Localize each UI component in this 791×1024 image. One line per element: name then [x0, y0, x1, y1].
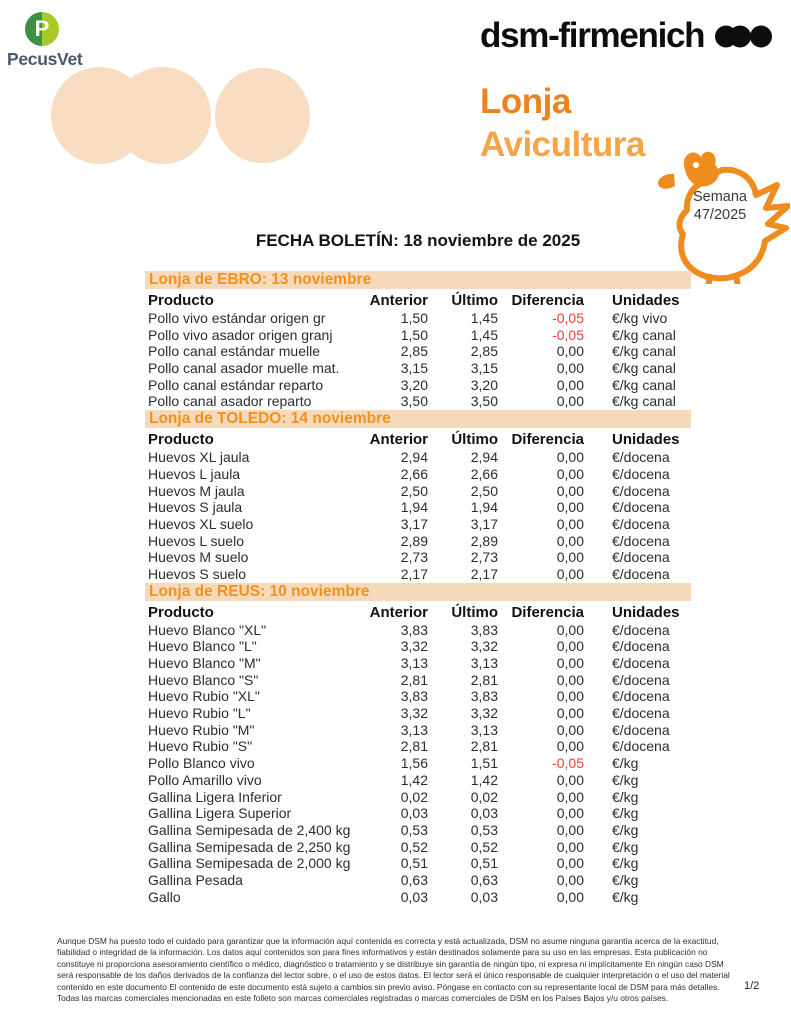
cell-anterior: 1,42 — [400, 771, 428, 788]
column-header-row — [145, 292, 691, 310]
peach-circle-decoration — [215, 68, 310, 163]
cell-unidades: €/docena — [612, 705, 670, 722]
cell-producto: Huevo Blanco "XL" — [148, 621, 267, 638]
lonja-section — [145, 583, 691, 906]
cell-ultimo: 2,66 — [470, 465, 498, 482]
lonja-section — [145, 410, 691, 583]
cell-producto: Huevo Blanco "M" — [148, 655, 261, 671]
cell-producto: Huevos L suelo — [148, 532, 244, 549]
lonja-section — [145, 271, 691, 410]
table-row — [145, 327, 691, 344]
table-row — [145, 360, 691, 377]
cell-ultimo: 2,94 — [470, 449, 498, 466]
cell-diferencia: 0,00 — [556, 565, 584, 582]
week-value: 47/2025 — [693, 207, 747, 223]
column-header-producto: Producto — [148, 292, 214, 309]
cell-diferencia: 0,00 — [556, 838, 584, 855]
cell-diferencia: 0,00 — [556, 638, 584, 655]
cell-unidades: €/kg — [612, 788, 639, 805]
cell-unidades: €/docena — [612, 638, 670, 655]
cell-anterior: 2,50 — [400, 482, 428, 499]
cell-anterior: 2,89 — [400, 532, 428, 549]
cell-diferencia: 0,00 — [556, 871, 584, 888]
cell-diferencia: 0,00 — [556, 888, 584, 905]
cell-anterior: 3,83 — [400, 688, 428, 705]
cell-ultimo: 0,03 — [470, 888, 498, 905]
cell-ultimo: 3,15 — [470, 360, 498, 377]
cell-anterior: 0,02 — [400, 788, 428, 805]
column-header-ultimo: Último — [451, 292, 498, 309]
column-header-diferencia: Diferencia — [511, 603, 584, 621]
cell-ultimo: 2,89 — [470, 532, 498, 549]
cell-producto: Huevo Blanco "S" — [148, 671, 259, 688]
column-header-unidades: Unidades — [612, 431, 680, 449]
cell-ultimo: 2,85 — [470, 343, 498, 360]
cell-anterior: 1,56 — [400, 755, 428, 772]
cell-diferencia: 0,00 — [556, 771, 584, 788]
cell-diferencia: 0,00 — [556, 738, 584, 755]
cell-ultimo: 0,51 — [470, 855, 498, 872]
cell-producto: Huevos XL suelo — [148, 515, 254, 532]
table-row — [145, 533, 691, 550]
cell-unidades: €/docena — [612, 688, 670, 705]
peach-circle-decoration — [114, 67, 211, 164]
cell-unidades: €/kg canal — [612, 393, 676, 410]
section-title-bar: Lonja de REUS: 10 noviembre — [145, 583, 691, 601]
cell-ultimo: 2,73 — [470, 549, 498, 566]
column-header-row — [145, 431, 691, 449]
cell-anterior: 2,85 — [400, 343, 428, 360]
page-number: 1/2 — [744, 980, 760, 992]
cell-diferencia: 0,00 — [556, 688, 584, 705]
cell-ultimo: 0,02 — [470, 788, 498, 805]
table-row — [145, 822, 691, 839]
cell-diferencia: 0,00 — [556, 465, 584, 482]
cell-anterior: 3,50 — [400, 393, 428, 410]
cell-anterior: 3,13 — [400, 655, 428, 671]
cell-diferencia: 0,00 — [556, 532, 584, 549]
cell-ultimo: 1,45 — [470, 310, 498, 326]
column-header-ultimo: Último — [451, 603, 498, 621]
table-row — [145, 672, 691, 689]
table-row — [145, 705, 691, 722]
table-row — [145, 638, 691, 655]
cell-producto: Pollo Blanco vivo — [148, 755, 255, 772]
cell-producto: Gallina Semipesada de 2,400 kg — [148, 821, 351, 838]
table-row — [145, 499, 691, 516]
pecusvet-wordmark: PecusVet — [7, 49, 83, 69]
cell-ultimo: 0,52 — [470, 838, 498, 855]
cell-unidades: €/kg — [612, 755, 639, 772]
cell-anterior: 2,73 — [400, 549, 428, 566]
cell-unidades: €/docena — [612, 549, 670, 566]
cell-producto: Gallina Ligera Superior — [148, 805, 292, 822]
cell-anterior: 0,03 — [400, 805, 428, 822]
table-row — [145, 377, 691, 394]
column-header-diferencia: Diferencia — [511, 292, 584, 309]
table-row — [145, 655, 691, 672]
cell-anterior: 2,81 — [400, 738, 428, 755]
cell-anterior: 2,94 — [400, 449, 428, 466]
table-row — [145, 393, 691, 410]
cell-anterior: 2,81 — [400, 671, 428, 688]
cell-producto: Huevo Rubio "M" — [148, 721, 255, 738]
cell-ultimo: 3,13 — [470, 721, 498, 738]
cell-unidades: €/kg — [612, 838, 639, 855]
cell-producto: Pollo Amarillo vivo — [148, 771, 262, 788]
cell-producto: Gallina Pesada — [148, 871, 243, 888]
cell-anterior: 3,32 — [400, 638, 428, 655]
cell-unidades: €/kg canal — [612, 376, 676, 393]
table-row — [145, 310, 691, 327]
table-row — [145, 738, 691, 755]
cell-unidades: €/kg — [612, 771, 639, 788]
cell-unidades: €/docena — [612, 515, 670, 532]
cell-producto: Gallina Semipesada de 2,250 kg — [148, 838, 351, 855]
cell-ultimo: 0,53 — [470, 821, 498, 838]
cell-producto: Gallina Ligera Inferior — [148, 788, 282, 805]
table-row — [145, 872, 691, 889]
cell-ultimo: 2,17 — [470, 565, 498, 582]
cell-producto: Pollo canal asador muelle mat. — [148, 360, 340, 377]
cell-anterior: 0,53 — [400, 821, 428, 838]
cell-anterior: 0,52 — [400, 838, 428, 855]
table-row — [145, 566, 691, 583]
table-row — [145, 483, 691, 500]
cell-unidades: €/docena — [612, 621, 670, 638]
cell-unidades: €/kg vivo — [612, 310, 668, 326]
cell-ultimo: 2,81 — [470, 671, 498, 688]
cell-unidades: €/docena — [612, 482, 670, 499]
cell-unidades: €/kg — [612, 871, 639, 888]
cell-ultimo: 1,42 — [470, 771, 498, 788]
column-header-anterior: Anterior — [369, 431, 428, 449]
cell-ultimo: 2,81 — [470, 738, 498, 755]
cell-ultimo: 3,20 — [470, 376, 498, 393]
cell-producto: Huevos S suelo — [148, 565, 247, 582]
dsm-firmenich-wordmark: dsm-firmenich — [480, 16, 705, 55]
cell-anterior: 3,17 — [400, 515, 428, 532]
cell-producto: Huevos M suelo — [148, 549, 249, 566]
cell-diferencia: -0,05 — [552, 310, 584, 326]
dsm-three-dots-icon — [715, 25, 772, 48]
cell-diferencia: 0,00 — [556, 655, 584, 671]
cell-diferencia: -0,05 — [552, 326, 584, 343]
cell-producto: Pollo vivo estándar origen gr — [148, 310, 326, 326]
footer-disclaimer: Aunque DSM ha puesto todo el cuidado para garantizar que la información aquí contenida es correcta y está actualizada, DSM no asume ninguna garantía acerca de la exactitud, fiabilidad o integridad de la información. Los datos aquí contenidos son para fines informativos y están destinados solamente para su uso en las empresas. Esta publicación no constituye ni proporciona asesoramiento científico o médico, diagnóstico o tratamiento y se distribuye sin garantía de ningún tipo, ni expresa ni implícitamente En ningún caso DSM será responsable de los daños derivados de la confianza del lector sobre, o el uso de estos datos. El lector será el único responsable de cualquier interpretación o el uso del material contenido en este documento El contenido de este documento está sujeto a cambios sin previo aviso. Póngase en contacto con su representante local de DSM para más detalles. Todas las marcas comerciales mencionadas en este folleto son marcas comerciales registradas o marcas comerciales de DSM en los Países Bajos y/u otros países. — [57, 936, 730, 1004]
table-row — [145, 449, 691, 466]
cell-unidades: €/kg — [612, 855, 639, 872]
table-row — [145, 755, 691, 772]
cell-unidades: €/docena — [612, 499, 670, 516]
cell-anterior: 1,94 — [400, 499, 428, 516]
cell-diferencia: 0,00 — [556, 360, 584, 377]
cell-ultimo: 2,50 — [470, 482, 498, 499]
cell-diferencia: 0,00 — [556, 621, 584, 638]
cell-diferencia: 0,00 — [556, 515, 584, 532]
cell-diferencia: 0,00 — [556, 805, 584, 822]
cell-diferencia: 0,00 — [556, 855, 584, 872]
cell-ultimo: 3,83 — [470, 621, 498, 638]
column-header-unidades: Unidades — [612, 292, 680, 309]
cell-producto: Huevos M jaula — [148, 482, 245, 499]
section-title-bar: Lonja de EBRO: 13 noviembre — [145, 271, 691, 289]
cell-unidades: €/docena — [612, 449, 670, 466]
table-row — [145, 622, 691, 639]
cell-diferencia: 0,00 — [556, 671, 584, 688]
chicken-week-badge — [652, 124, 790, 284]
cell-diferencia: 0,00 — [556, 449, 584, 466]
cell-unidades: €/kg — [612, 821, 639, 838]
cell-anterior: 3,15 — [400, 360, 428, 377]
column-header-producto: Producto — [148, 603, 214, 621]
cell-ultimo: 0,63 — [470, 871, 498, 888]
week-badge — [670, 188, 770, 224]
cell-anterior: 3,32 — [400, 705, 428, 722]
cell-unidades: €/kg canal — [612, 326, 676, 343]
table-row — [145, 722, 691, 739]
cell-producto: Huevos S jaula — [148, 499, 243, 516]
cell-anterior: 2,17 — [400, 565, 428, 582]
price-tables — [145, 271, 691, 905]
cell-diferencia: 0,00 — [556, 549, 584, 566]
page-title-avicultura: Avicultura — [480, 125, 645, 164]
cell-anterior: 1,50 — [400, 326, 428, 343]
cell-unidades: €/kg — [612, 805, 639, 822]
cell-producto: Gallina Semipesada de 2,000 kg — [148, 855, 351, 872]
cell-anterior: 1,50 — [400, 310, 428, 326]
cell-producto: Pollo vivo asador origen granj — [148, 326, 333, 343]
column-header-diferencia: Diferencia — [511, 431, 584, 449]
bulletin-date: FECHA BOLETÍN: 18 noviembre de 2025 — [255, 231, 581, 250]
cell-unidades: €/docena — [612, 655, 670, 671]
table-row — [145, 516, 691, 533]
cell-anterior: 3,13 — [400, 721, 428, 738]
table-row — [145, 805, 691, 822]
table-row — [145, 343, 691, 360]
dsm-firmenich-logo — [480, 16, 772, 56]
cell-diferencia: 0,00 — [556, 482, 584, 499]
table-row — [145, 789, 691, 806]
table-row — [145, 855, 691, 872]
cell-unidades: €/docena — [612, 738, 670, 755]
cell-anterior: 0,63 — [400, 871, 428, 888]
cell-producto: Huevo Blanco "L" — [148, 638, 257, 655]
week-label: Semana — [692, 189, 747, 205]
column-header-producto: Producto — [148, 431, 214, 449]
cell-producto: Pollo canal estándar muelle — [148, 343, 320, 360]
cell-diferencia: 0,00 — [556, 705, 584, 722]
cell-unidades: €/kg canal — [612, 343, 676, 360]
cell-diferencia: 0,00 — [556, 376, 584, 393]
cell-producto: Huevos XL jaula — [148, 449, 250, 466]
cell-diferencia: 0,00 — [556, 343, 584, 360]
cell-unidades: €/docena — [612, 671, 670, 688]
column-header-anterior: Anterior — [369, 603, 428, 621]
cell-ultimo: 0,03 — [470, 805, 498, 822]
cell-diferencia: 0,00 — [556, 788, 584, 805]
cell-diferencia: 0,00 — [556, 721, 584, 738]
column-header-unidades: Unidades — [612, 603, 680, 621]
cell-diferencia: -0,05 — [552, 755, 584, 772]
cell-unidades: €/kg canal — [612, 360, 676, 377]
cell-unidades: €/docena — [612, 465, 670, 482]
table-row — [145, 772, 691, 789]
table-row — [145, 688, 691, 705]
cell-anterior: 0,03 — [400, 888, 428, 905]
cell-diferencia: 0,00 — [556, 499, 584, 516]
cell-ultimo: 1,94 — [470, 499, 498, 516]
column-header-ultimo: Último — [451, 431, 498, 449]
cell-unidades: €/docena — [612, 565, 670, 582]
cell-unidades: €/kg — [612, 888, 639, 905]
cell-ultimo: 1,45 — [470, 326, 498, 343]
cell-anterior: 0,51 — [400, 855, 428, 872]
cell-producto: Pollo canal asador reparto — [148, 393, 312, 410]
cell-ultimo: 3,83 — [470, 688, 498, 705]
cell-unidades: €/docena — [612, 721, 670, 738]
cell-anterior: 3,83 — [400, 621, 428, 638]
cell-diferencia: 0,00 — [556, 821, 584, 838]
cell-anterior: 2,66 — [400, 465, 428, 482]
pecusvet-logo-icon — [25, 12, 59, 46]
cell-ultimo: 3,13 — [470, 655, 498, 671]
table-row — [145, 889, 691, 906]
cell-ultimo: 3,32 — [470, 638, 498, 655]
section-title-bar: Lonja de TOLEDO: 14 noviembre — [145, 410, 691, 428]
pecusvet-monogram: P — [34, 16, 50, 41]
table-row — [145, 466, 691, 483]
cell-ultimo: 3,50 — [470, 393, 498, 410]
cell-producto: Gallo — [148, 888, 181, 905]
page-title-lonja: Lonja — [480, 82, 571, 121]
cell-unidades: €/docena — [612, 532, 670, 549]
cell-producto: Huevo Rubio "S" — [148, 738, 253, 755]
cell-ultimo: 3,32 — [470, 705, 498, 722]
cell-producto: Huevo Rubio "L" — [148, 705, 251, 722]
cell-anterior: 3,20 — [400, 376, 428, 393]
cell-ultimo: 3,17 — [470, 515, 498, 532]
cell-producto: Pollo canal estándar reparto — [148, 376, 324, 393]
table-row — [145, 839, 691, 856]
table-row — [145, 549, 691, 566]
cell-producto: Huevo Rubio "XL" — [148, 688, 260, 705]
cell-diferencia: 0,00 — [556, 393, 584, 410]
column-header-anterior: Anterior — [369, 292, 428, 309]
cell-producto: Huevos L jaula — [148, 465, 241, 482]
cell-ultimo: 1,51 — [470, 755, 498, 772]
column-header-row — [145, 604, 691, 622]
